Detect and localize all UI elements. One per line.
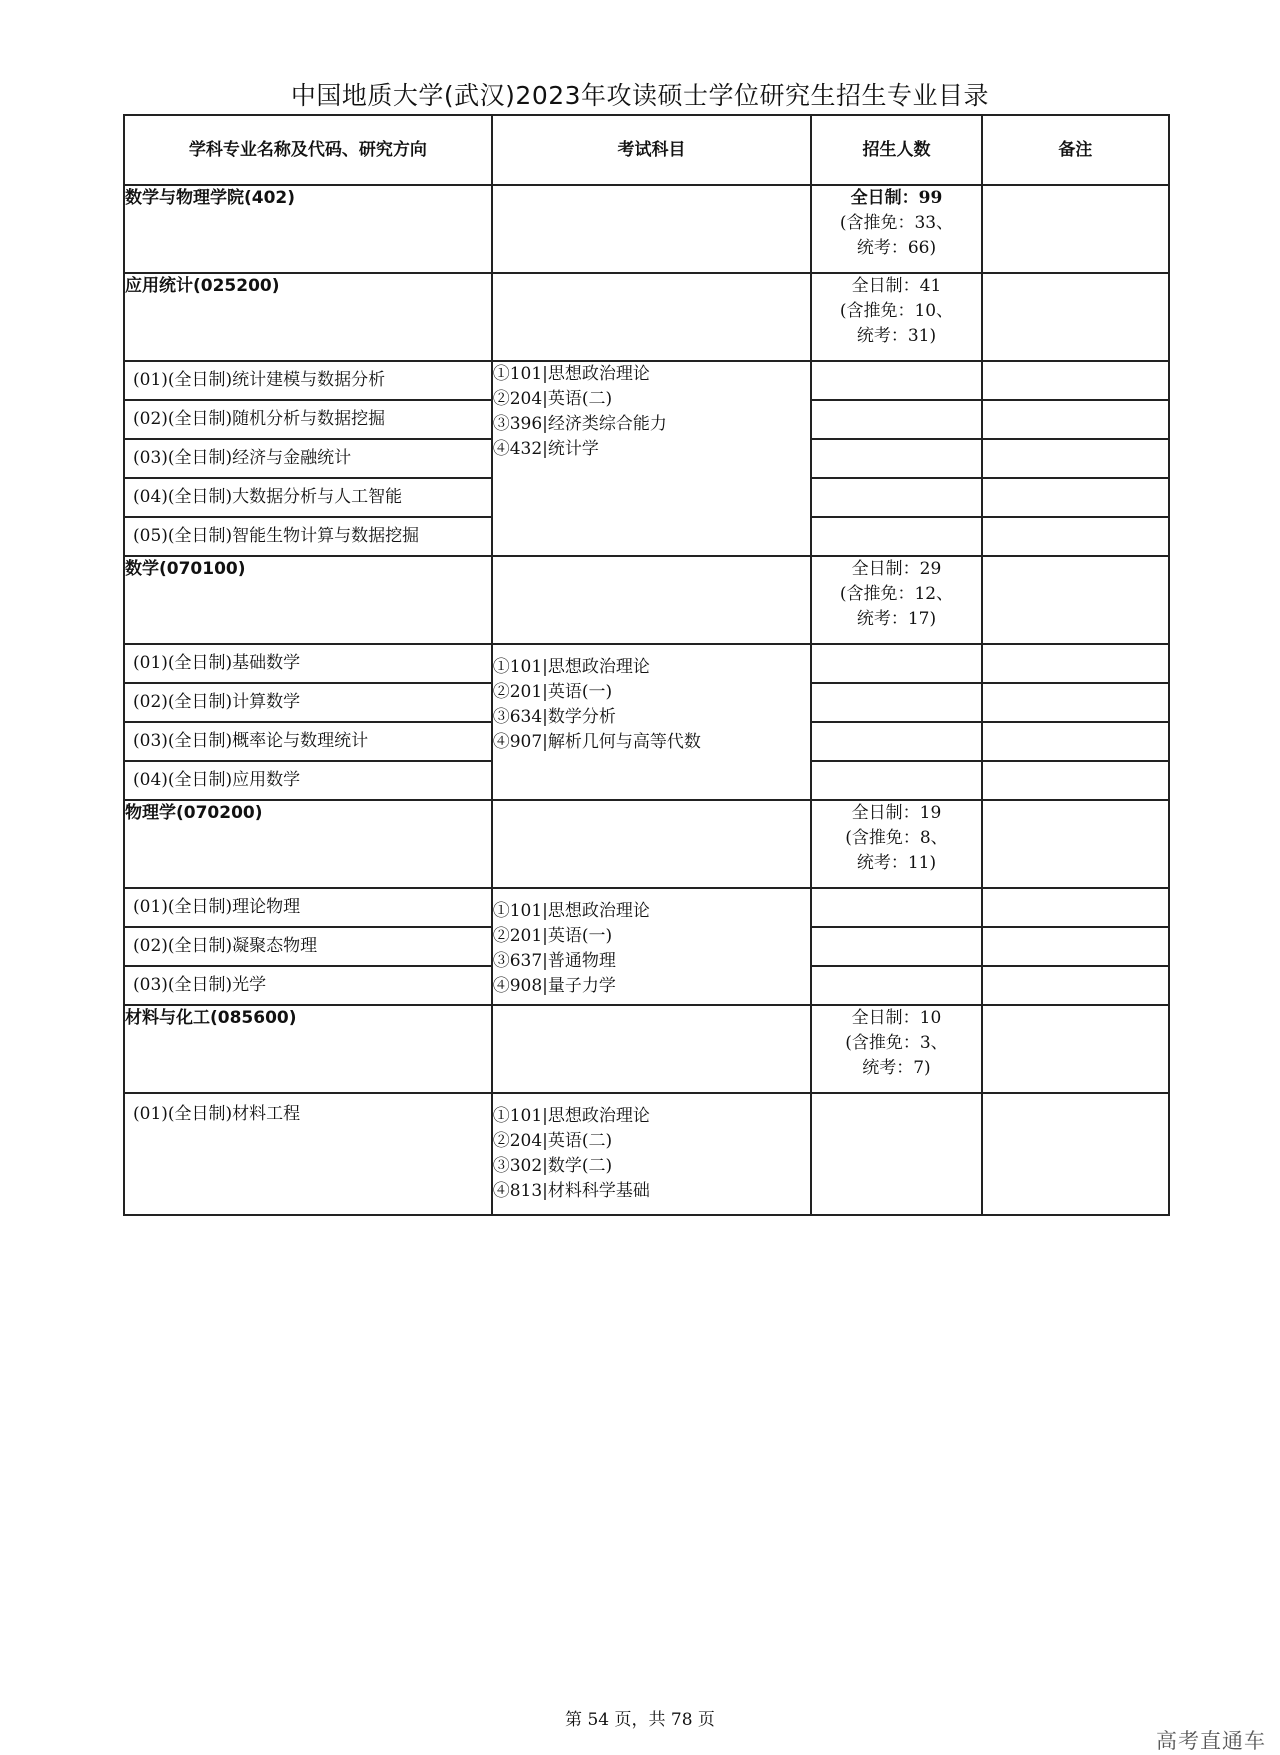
exam-cell-empty (492, 273, 812, 361)
major-name: 数学(070100) (124, 556, 492, 644)
exam-subjects (492, 361, 812, 556)
exam-subject: ③302|数学(二) (492, 1156, 613, 1176)
catalog-table (123, 114, 1170, 1216)
exam-subject: ④813|材料科学基础 (492, 1181, 650, 1201)
count-line: (含推免：10、 (839, 301, 954, 321)
direction-name: (04)(全日制)大数据分析与人工智能 (124, 478, 492, 517)
count-line: 统考：31) (856, 326, 937, 346)
count-cell (811, 1093, 981, 1215)
count-line: (含推免：33、 (839, 213, 954, 233)
enrollment-count (811, 185, 981, 273)
notes-cell (982, 800, 1169, 888)
exam-subject: ②204|英语(二) (492, 1131, 613, 1151)
direction-name: (02)(全日制)计算数学 (124, 683, 492, 722)
exam-subject: ④432|统计学 (492, 439, 599, 459)
exam-subject: ③634|数学分析 (492, 707, 616, 727)
notes-cell (982, 439, 1169, 478)
header-count: 招生人数 (811, 115, 981, 185)
count-cell (811, 439, 981, 478)
direction-row (124, 644, 1169, 683)
notes-cell (982, 361, 1169, 400)
major-name: 材料与化工(085600) (124, 1005, 492, 1093)
notes-cell (982, 556, 1169, 644)
notes-cell (982, 517, 1169, 556)
count-line: 统考：66) (856, 238, 937, 258)
exam-subject: ③637|普通物理 (492, 951, 616, 971)
exam-cell-empty (492, 556, 812, 644)
notes-cell (982, 273, 1169, 361)
direction-name: (02)(全日制)随机分析与数据挖掘 (124, 400, 492, 439)
school-row (124, 185, 1169, 273)
count-line: 全日制：99 (850, 188, 943, 208)
enrollment-count (811, 1005, 981, 1093)
notes-cell (982, 644, 1169, 683)
notes-cell (982, 683, 1169, 722)
direction-row (124, 361, 1169, 400)
major-name: 物理学(070200) (124, 800, 492, 888)
direction-name: (03)(全日制)概率论与数理统计 (124, 722, 492, 761)
direction-name: (01)(全日制)统计建模与数据分析 (124, 361, 492, 400)
count-line: (含推免：3、 (845, 1033, 948, 1053)
page-title: 中国地质大学(武汉)2023年攻读硕士学位研究生招生专业目录 (290, 81, 990, 110)
major-row (124, 273, 1169, 361)
exam-subject: ①101|思想政治理论 (492, 901, 650, 921)
exam-cell-empty (492, 1005, 812, 1093)
direction-name: (01)(全日制)材料工程 (124, 1093, 492, 1215)
count-line: 统考：11) (856, 853, 937, 873)
table-header-row (124, 115, 1169, 185)
notes-cell (982, 888, 1169, 927)
enrollment-count (811, 800, 981, 888)
exam-subject: ②201|英语(一) (492, 926, 613, 946)
direction-name: (02)(全日制)凝聚态物理 (124, 927, 492, 966)
count-cell (811, 478, 981, 517)
count-cell (811, 761, 981, 800)
direction-row (124, 1093, 1169, 1215)
notes-cell (982, 1005, 1169, 1093)
count-line: (含推免：12、 (839, 584, 954, 604)
exam-subjects (492, 644, 812, 800)
exam-subjects (492, 1093, 812, 1215)
exam-subject: ①101|思想政治理论 (492, 364, 650, 384)
notes-cell (982, 761, 1169, 800)
major-row (124, 800, 1169, 888)
exam-subject: ③396|经济类综合能力 (492, 414, 667, 434)
exam-subject: ①101|思想政治理论 (492, 657, 650, 677)
direction-name: (03)(全日制)光学 (124, 966, 492, 1005)
direction-name: (01)(全日制)基础数学 (124, 644, 492, 683)
direction-name: (01)(全日制)理论物理 (124, 888, 492, 927)
header-major: 学科专业名称及代码、研究方向 (124, 115, 492, 185)
count-line: 统考：17) (856, 609, 937, 629)
notes-cell (982, 966, 1169, 1005)
count-line: 全日制：10 (851, 1008, 942, 1028)
enrollment-count (811, 273, 981, 361)
notes-cell (982, 1093, 1169, 1215)
count-cell (811, 966, 981, 1005)
header-exam: 考试科目 (492, 115, 812, 185)
major-row (124, 1005, 1169, 1093)
page-number: 第 54 页，共 78 页 (565, 1710, 715, 1730)
count-line: 全日制：19 (851, 803, 942, 823)
count-line: (含推免：8、 (845, 828, 948, 848)
exam-subjects (492, 888, 812, 1005)
direction-name: (03)(全日制)经济与金融统计 (124, 439, 492, 478)
exam-subject: ②201|英语(一) (492, 682, 613, 702)
direction-name: (04)(全日制)应用数学 (124, 761, 492, 800)
notes-cell (982, 185, 1169, 273)
count-cell (811, 683, 981, 722)
school-name: 数学与物理学院(402) (124, 185, 492, 273)
count-cell (811, 644, 981, 683)
direction-row (124, 888, 1169, 927)
major-row (124, 556, 1169, 644)
notes-cell (982, 400, 1169, 439)
major-name: 应用统计(025200) (124, 273, 492, 361)
notes-cell (982, 478, 1169, 517)
count-cell (811, 517, 981, 556)
count-cell (811, 722, 981, 761)
enrollment-count (811, 556, 981, 644)
watermark-text: 高考直通车 (1156, 1729, 1266, 1753)
count-cell (811, 400, 981, 439)
exam-subject: ④907|解析几何与高等代数 (492, 732, 701, 752)
direction-name: (05)(全日制)智能生物计算与数据挖掘 (124, 517, 492, 556)
exam-cell-empty (492, 800, 812, 888)
exam-subject: ④908|量子力学 (492, 976, 616, 996)
exam-subject: ①101|思想政治理论 (492, 1106, 650, 1126)
count-line: 统考：7) (862, 1058, 931, 1078)
count-cell (811, 888, 981, 927)
count-cell (811, 361, 981, 400)
header-notes: 备注 (982, 115, 1169, 185)
count-line: 全日制：29 (851, 559, 942, 579)
notes-cell (982, 927, 1169, 966)
notes-cell (982, 722, 1169, 761)
exam-subject: ②204|英语(二) (492, 389, 613, 409)
count-line: 全日制：41 (851, 276, 942, 296)
count-cell (811, 927, 981, 966)
exam-cell-empty (492, 185, 812, 273)
